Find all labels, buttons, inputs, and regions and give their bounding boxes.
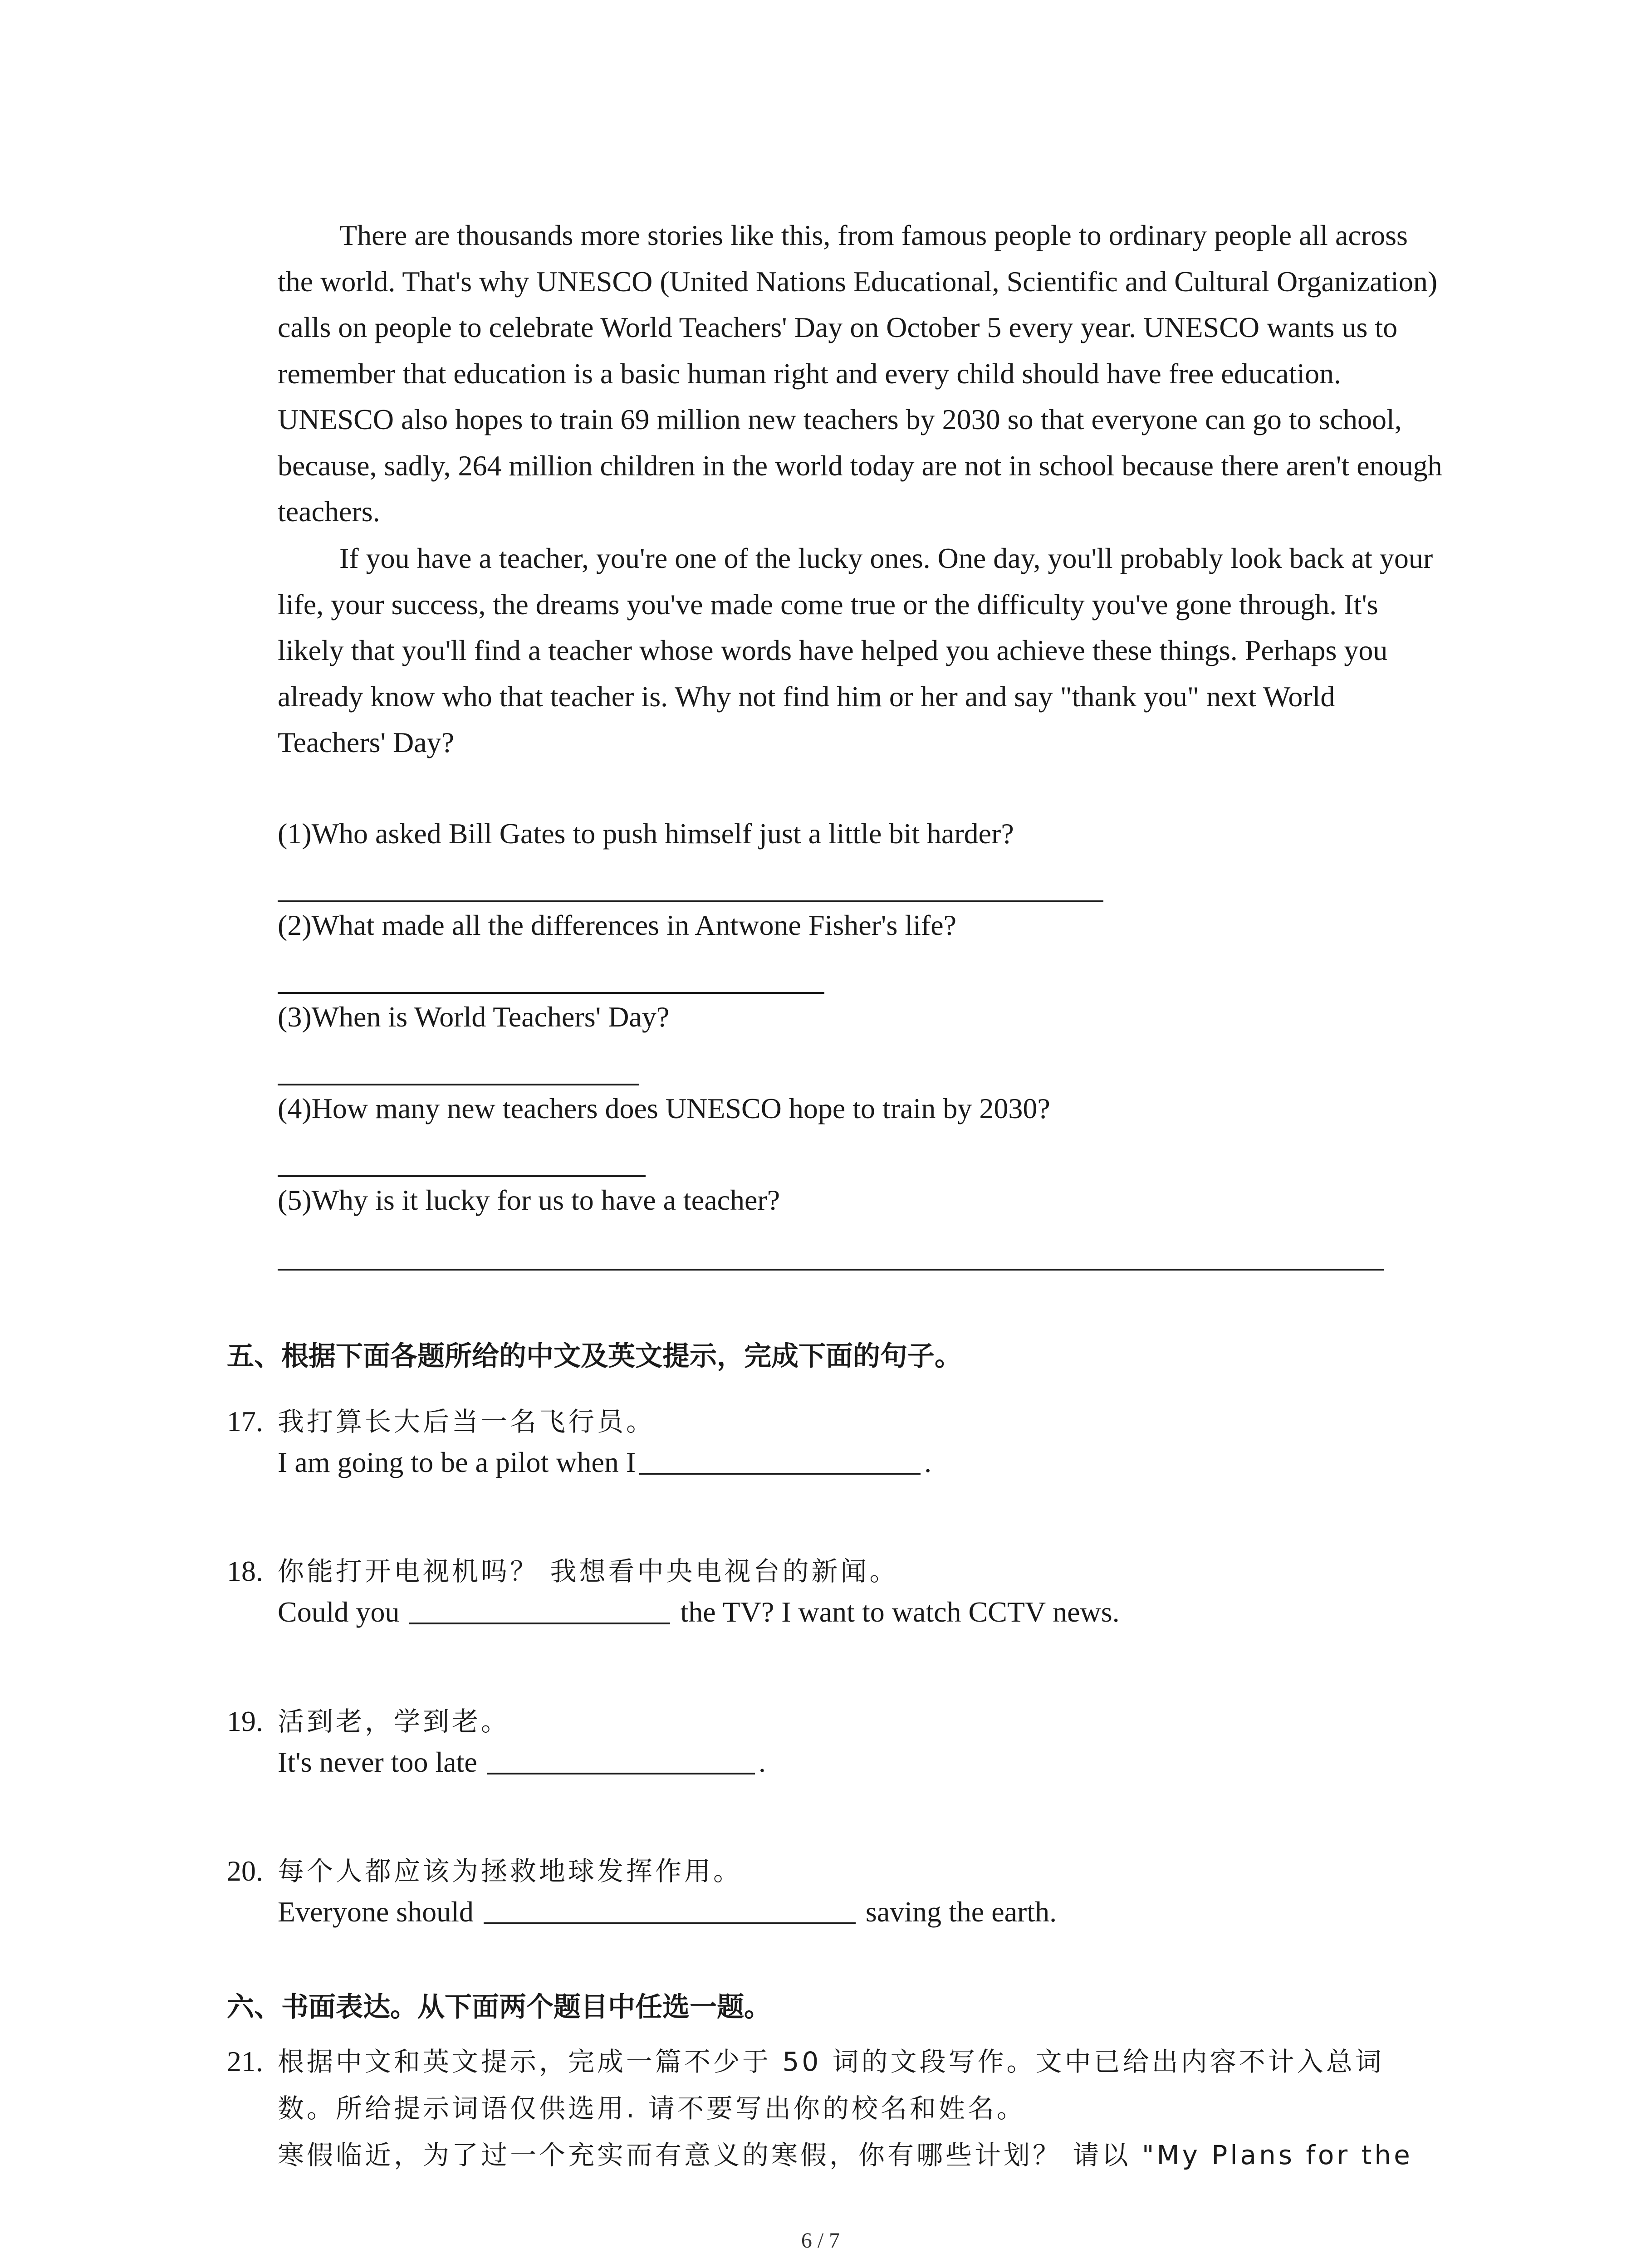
item-19-blank[interactable] <box>487 1745 755 1774</box>
question-4: (4)How many new teachers does UNESCO hope to train by 2030? <box>278 1092 1050 1124</box>
question-1: (1)Who asked Bill Gates to push himself just a little bit harder? <box>278 817 1014 850</box>
question-5: (5)Why is it lucky for us to have a teacher? <box>278 1184 780 1216</box>
item-20-blank[interactable] <box>484 1894 856 1924</box>
item-17-english <box>278 1444 931 1481</box>
answer-line-1[interactable] <box>278 900 1103 902</box>
item-19-english-after: . <box>758 1746 766 1778</box>
question-3: (3)When is World Teachers' Day? <box>278 1001 670 1033</box>
item-21-number: 21. <box>227 2045 263 2077</box>
passage-paragraph-1-text: There are thousands more stories like this, from famous people to ordinary people all across the world. That's why UNESCO (United Nations Educational, Scientific and Cultural Organization) calls on people to celebrate World Teachers' Day on October 5 every year. UNESCO wants us to remember that education is a basic human right and every child should have free education. UNESCO also hopes to train 69 million new teachers by 2030 so that everyone can go to school, because, sadly, 264 million children in the world today are not in school because there aren't enough teachers. <box>278 219 1442 528</box>
answer-line-3[interactable] <box>278 1084 639 1085</box>
item-17-chinese: 我打算长大后当一名飞行员。 <box>278 1406 656 1437</box>
passage-paragraph-2 <box>278 535 1448 766</box>
item-18-chinese: 你能打开电视机吗？ 我想看中央电视台的新闻。 <box>278 1556 899 1587</box>
page-number: 6 / 7 <box>801 2229 840 2253</box>
passage-paragraph-2-text: If you have a teacher, you're one of the lucky ones. One day, you'll probably look back at your life, your success, the dreams you've made come true or the difficulty you've gone through. It's likely that you'll find a teacher whose words have helped you achieve these things. Perhaps you already know who that teacher is. Why not find him or her and say "thank you" next World Teachers' Day? <box>278 542 1433 758</box>
item-17-blank[interactable] <box>639 1445 921 1475</box>
item-19-chinese: 活到老，学到老。 <box>278 1706 510 1737</box>
passage-paragraph-1 <box>278 212 1448 535</box>
question-2: (2)What made all the differences in Antwone Fisher's life? <box>278 909 957 941</box>
item-20-english <box>278 1894 1057 1930</box>
item-19-english <box>278 1744 766 1780</box>
item-18-english-before: Could you <box>278 1596 400 1628</box>
item-17-english-after: . <box>924 1446 932 1478</box>
section-5-heading: 五、根据下面各题所给的中文及英文提示，完成下面的句子。 <box>227 1340 962 1372</box>
item-20-english-before: Everyone should <box>278 1896 474 1928</box>
item-20-english-after: saving the earth. <box>865 1896 1057 1928</box>
item-17-number: 17. <box>227 1405 263 1437</box>
item-18-english-after: the TV? I want to watch CCTV news. <box>680 1596 1120 1628</box>
section-6-heading: 六、书面表达。从下面两个题目中任选一题。 <box>227 1991 771 2023</box>
item-18-blank[interactable] <box>409 1594 670 1624</box>
answer-line-4[interactable] <box>278 1175 646 1177</box>
item-21-line-3: 寒假临近，为了过一个充实而有意义的寒假，你有哪些计划？ 请以 "My Plans for the <box>278 2140 1413 2170</box>
item-19-english-before: It's never too late <box>278 1746 477 1778</box>
item-19-number: 19. <box>227 1705 263 1737</box>
answer-line-2[interactable] <box>278 992 824 994</box>
item-21-line-2: 数。所给提示词语仅供选用. 请不要写出你的校名和姓名。 <box>278 2093 1026 2124</box>
item-18-number: 18. <box>227 1555 263 1587</box>
item-21-line-1: 根据中文和英文提示，完成一篇不少于 50 词的文段写作。文中已给出内容不计入总词 <box>278 2046 1384 2077</box>
item-18-english <box>278 1594 1120 1630</box>
item-17-english-before: I am going to be a pilot when I <box>278 1446 636 1478</box>
item-20-chinese: 每个人都应该为拯救地球发挥作用。 <box>278 1856 743 1887</box>
item-20-number: 20. <box>227 1855 263 1887</box>
answer-line-5[interactable] <box>278 1269 1384 1271</box>
